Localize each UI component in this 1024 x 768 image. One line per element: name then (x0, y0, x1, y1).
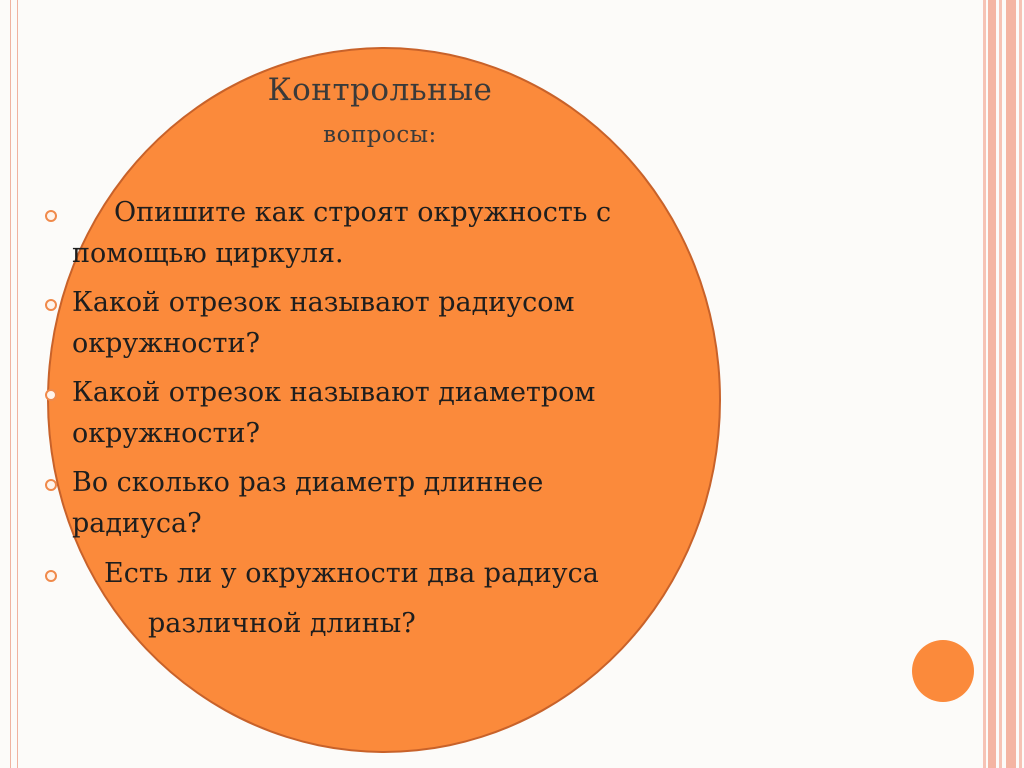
question-2-line-1: Какой отрезок называют радиусом (72, 287, 575, 318)
question-3-line-2: окружности? (72, 418, 260, 449)
bullet-icon (45, 299, 57, 311)
bullet-icon (45, 389, 57, 401)
title-line-2: вопросы: (323, 122, 437, 148)
question-1-line-2: помощью циркуля. (72, 238, 344, 269)
question-4-line-2: радиуса? (72, 508, 202, 539)
question-5-line-1: Есть ли у окружности два радиуса (104, 558, 599, 589)
question-5-line-2: различной длины? (148, 608, 416, 639)
bullet-icon (45, 479, 57, 491)
title-line-1: Контрольные (267, 72, 493, 108)
question-3-line-1: Какой отрезок называют диаметром (72, 377, 596, 408)
bullet-icon (45, 570, 57, 582)
question-4-line-1: Во сколько раз диаметр длиннее (72, 467, 544, 498)
question-2-line-2: окружности? (72, 328, 260, 359)
question-1-line-1: Опишите как строят окружность с (114, 197, 612, 228)
bullet-icon (45, 210, 57, 222)
